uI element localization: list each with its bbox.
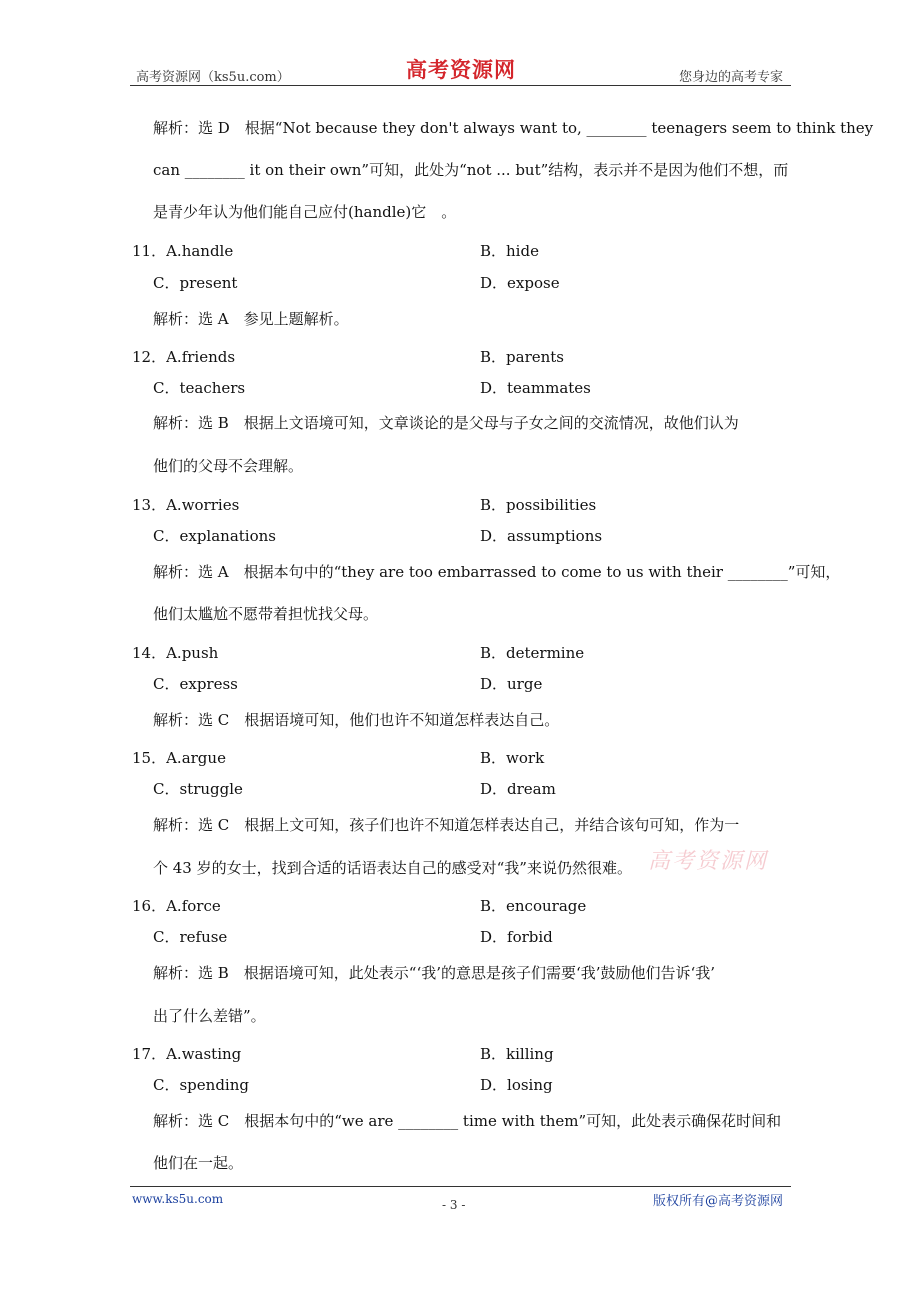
text-line: 他们在一起。: [153, 1154, 244, 1172]
header-logo: 高考资源网: [406, 57, 516, 82]
footer-rule: [130, 1186, 791, 1187]
text-line: 他们太尴尬不愿带着担忧找父母。: [153, 605, 379, 623]
text-line: 是青少年认为他们能自己应付(handle)它 。: [153, 203, 457, 221]
text-line: can ________ it on their own”可知，此处为“not ... but”结构，表示并不是因为他们不想，而: [153, 161, 789, 179]
option-line: D．urge: [480, 675, 543, 693]
option-line: B．killing: [480, 1045, 554, 1063]
footer-copyright: 版权所有@高考资源网: [652, 1194, 783, 1209]
option-line: B．encourage: [480, 897, 587, 915]
option-line: 13．A.worries: [132, 496, 240, 514]
text-line: 解析：选 A 参见上题解析。: [153, 310, 349, 328]
text-line: 解析：选 C 根据上文可知，孩子们也许不知道怎样表达自己，并结合该句可知，作为一: [153, 816, 740, 834]
header-slogan: 您身边的高考专家: [678, 70, 783, 85]
text-line: 解析：选 B 根据上文语境可知，文章谈论的是父母与子女之间的交流情况，故他们认为: [153, 414, 739, 432]
text-line: 解析：选 A 根据本句中的“they are too embarrassed to come to us with their ________”可知，: [153, 563, 841, 581]
option-line: C．express: [153, 675, 238, 693]
option-line: C．struggle: [153, 780, 243, 798]
option-line: C．refuse: [153, 928, 228, 946]
option-line: D．losing: [480, 1076, 553, 1094]
watermark: 高考资源网: [648, 849, 769, 874]
page-header: [130, 58, 791, 86]
option-line: D．assumptions: [480, 527, 603, 545]
page-footer: [130, 1186, 791, 1226]
option-line: 16．A.force: [132, 897, 221, 915]
option-line: 11．A.handle: [132, 242, 234, 260]
option-line: 15．A.argue: [132, 749, 226, 767]
text-line: 他们的父母不会理解。: [153, 457, 304, 475]
option-line: 14．A.push: [132, 644, 219, 662]
option-line: D．dream: [480, 780, 556, 798]
text-line: 解析：选 D 根据“Not because they don't always want to, ________ teenagers seem to think they: [153, 119, 874, 137]
option-line: C．teachers: [153, 379, 246, 397]
option-line: B．work: [480, 749, 545, 767]
option-line: C．present: [153, 274, 238, 292]
option-line: B．determine: [480, 644, 585, 662]
header-rule: [130, 85, 791, 86]
option-line: C．spending: [153, 1076, 249, 1094]
text-line: 解析：选 C 根据语境可知，他们也许不知道怎样表达自己。: [153, 711, 560, 729]
page-number: - 3 -: [442, 1198, 466, 1212]
option-line: 17．A.wasting: [132, 1045, 242, 1063]
text-line: 解析：选 B 根据语境可知，此处表示“‘我’的意思是孩子们需要‘我’鼓励他们告诉‘我’: [153, 964, 716, 982]
option-line: C．explanations: [153, 527, 276, 545]
header-site-name: 高考资源网（ks5u.com）: [136, 70, 290, 85]
footer-url[interactable]: www.ks5u.com: [132, 1192, 224, 1206]
text-line: 解析：选 C 根据本句中的“we are ________ time with them”可知，此处表示确保花时间和: [153, 1112, 782, 1130]
text-line: 出了什么差错”。: [153, 1007, 266, 1025]
option-line: 12．A.friends: [132, 348, 236, 366]
option-line: B．possibilities: [480, 496, 597, 514]
option-line: B．parents: [480, 348, 565, 366]
option-line: B．hide: [480, 242, 539, 260]
text-line: 个 43 岁的女士，找到合适的话语表达自己的感受对“我”来说仍然很难。: [153, 859, 632, 877]
option-line: D．teammates: [480, 379, 591, 397]
option-line: D．forbid: [480, 928, 553, 946]
option-line: D．expose: [480, 274, 560, 292]
